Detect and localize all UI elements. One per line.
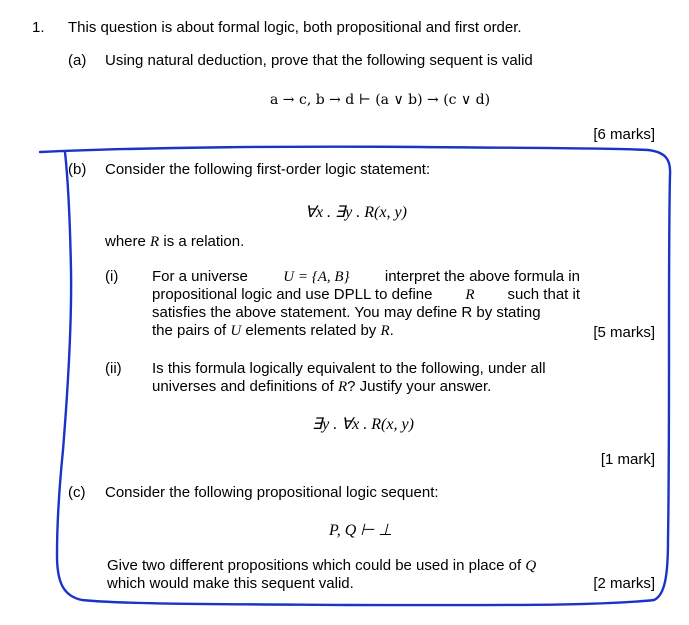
- part-b-ii-label: (ii): [105, 360, 122, 377]
- ii-line2-pre: universes and definitions of: [152, 378, 338, 395]
- part-a-marks: [6 marks]: [593, 126, 655, 143]
- part-b-label: (b): [68, 161, 87, 178]
- i-line1: [152, 268, 580, 286]
- part-a-formula: a → c, b → d ⊢ (a ∨ b) → (c ∨ d): [270, 92, 491, 108]
- c-line1-var: Q: [525, 558, 537, 574]
- where-post: is a relation.: [159, 233, 245, 250]
- i-line2-post: such that it: [507, 286, 580, 303]
- where-var: R: [150, 234, 160, 250]
- ii-line2: [152, 378, 580, 396]
- i-line3: satisfies the above statement. You may define R by stating: [152, 304, 541, 321]
- i-line4-pre: the pairs of: [152, 322, 231, 339]
- part-c-label: (c): [68, 484, 86, 501]
- part-c-text: Consider the following propositional logic sequent:: [105, 484, 439, 501]
- i-line1-post: interpret the above formula in: [384, 268, 580, 285]
- i-line2: [152, 286, 580, 304]
- part-c-formula: P, Q ⊢ ⊥: [329, 522, 393, 539]
- i-line2-var: R: [465, 287, 475, 303]
- part-b-ii-text: [152, 360, 580, 396]
- c-line1-pre: Give two different propositions which could be used in place of: [107, 557, 526, 574]
- i-line4-post: .: [389, 322, 394, 339]
- part-b-i-label: (i): [105, 268, 119, 285]
- c-line1: [107, 557, 577, 575]
- part-a-text: Using natural deduction, prove that the following sequent is valid: [105, 52, 533, 69]
- part-b-where: [105, 233, 244, 251]
- i-line4-mid: elements related by: [241, 322, 381, 339]
- ii-line2-var: R: [337, 379, 348, 395]
- part-b-ii-formula: ∃y . ∀x . R(x, y): [312, 416, 414, 433]
- question-intro: This question is about formal logic, both propositional and first order.: [68, 19, 522, 36]
- question-number: 1.: [32, 19, 45, 36]
- part-b-i-text: [152, 268, 580, 340]
- i-line4-var2: R: [380, 323, 390, 339]
- i-line2-pre: propositional logic and use DPLL to define: [152, 286, 433, 303]
- ii-line2-post: ? Justify your answer.: [347, 378, 492, 395]
- i-line4: [152, 322, 580, 340]
- ii-line1: Is this formula logically equivalent to the following, under all: [152, 360, 546, 377]
- part-b-i-marks: [5 marks]: [593, 324, 655, 341]
- c-line2: which would make this sequent valid.: [107, 575, 354, 592]
- part-a-label: (a): [68, 52, 87, 69]
- i-line1-pre: For a universe: [152, 268, 248, 285]
- part-b-ii-marks: [1 mark]: [600, 451, 655, 468]
- part-b-formula: ∀x . ∃y . R(x, y): [305, 204, 407, 221]
- part-c-marks: [2 marks]: [593, 575, 655, 592]
- where-pre: where: [105, 233, 151, 250]
- part-c-body: [107, 557, 577, 593]
- part-b-text: Consider the following first-order logic statement:: [105, 161, 431, 178]
- i-line1-math: U = {A, B}: [283, 269, 350, 285]
- i-line4-var: U: [230, 323, 242, 339]
